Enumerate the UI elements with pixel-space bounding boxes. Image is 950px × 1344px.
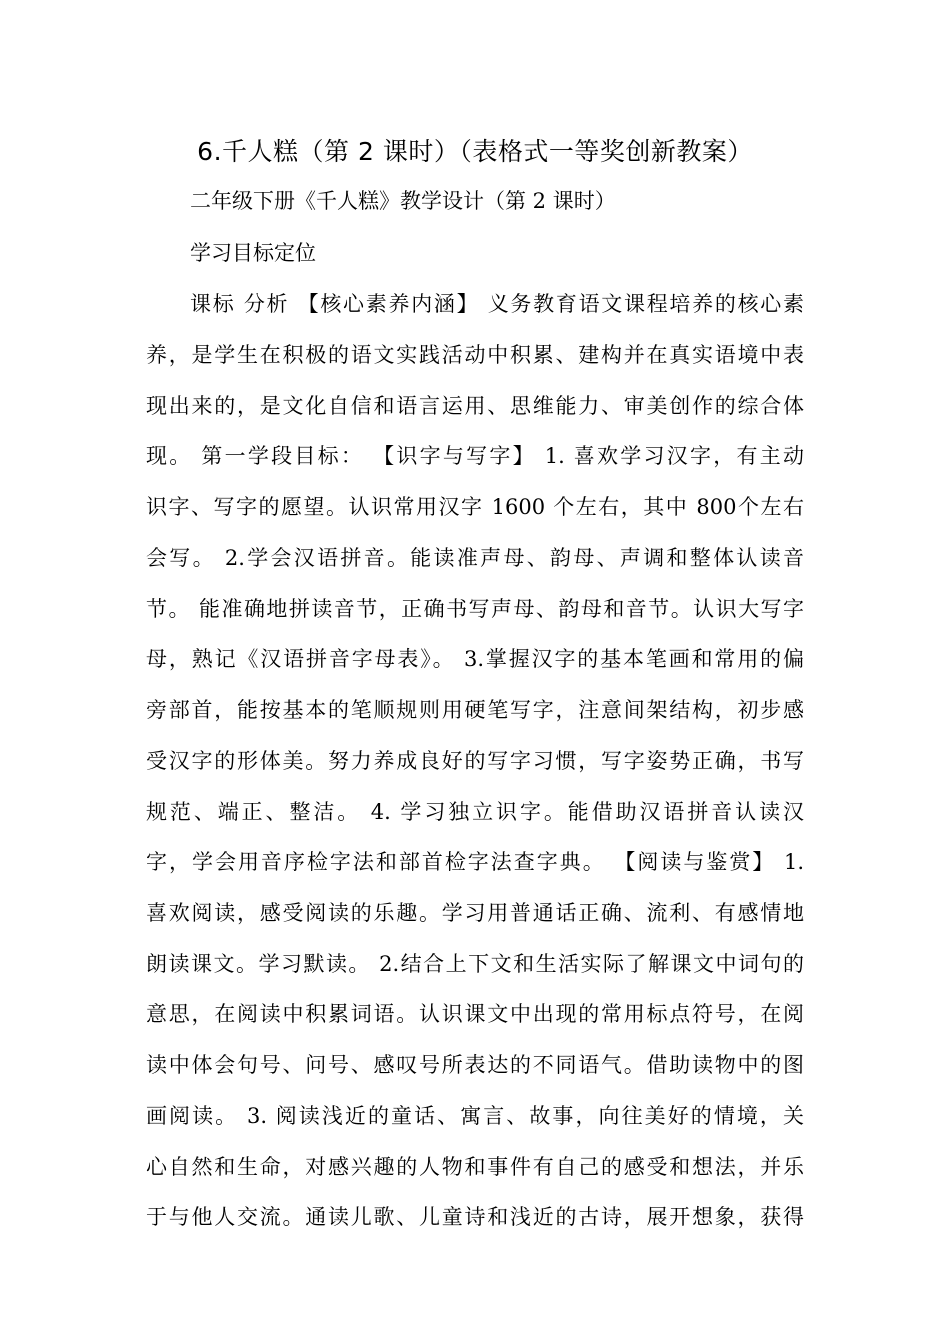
body-line: 心自然和生命，对感兴趣的人物和事件有自己的感受和想法，并乐 (146, 1155, 804, 1179)
body-line: 读中体会句号、问号、感叹号所表达的不同语气。借助读物中的图 (146, 1053, 804, 1077)
body-line: 课标 分析 【核心素养内涵】 义务教育语文课程培养的核心素 (190, 292, 804, 316)
body-line: 养，是学生在积极的语文实践活动中积累、建构并在真实语境中表 (146, 343, 804, 367)
body-line: 母，熟记《汉语拼音字母表》。 3.掌握汉字的基本笔画和常用的偏 (146, 647, 804, 671)
body-line: 旁部首，能按基本的笔顺规则用硬笔写字，注意间架结构，初步感 (146, 698, 804, 722)
document-subtitle: 二年级下册《千人糕》教学设计（第 2 课时） (190, 189, 616, 213)
body-line: 识字、写字的愿望。认识常用汉字 1600 个左右，其中 800个左右 (146, 495, 804, 519)
body-line: 受汉字的形体美。努力养成良好的写字习惯，写字姿势正确，书写 (146, 749, 804, 773)
body-line: 字，学会用音序检字法和部首检字法查字典。 【阅读与鉴赏】 1. (146, 850, 804, 874)
document-title: 6.千人糕（第 2 课时）（表格式一等奖创新教案） (197, 137, 753, 166)
body-line: 节。 能准确地拼读音节，正确书写声母、韵母和音节。认识大写字 (146, 597, 804, 621)
section-heading: 学习目标定位 (190, 241, 316, 265)
body-line: 现出来的，是文化自信和语言运用、思维能力、审美创作的综合体 (146, 394, 804, 418)
body-line: 意思，在阅读中积累词语。认识课文中出现的常用标点符号，在阅 (146, 1002, 804, 1026)
body-line: 规范、端正、整洁。 4. 学习独立识字。能借助汉语拼音认读汉 (146, 800, 804, 824)
body-line: 画阅读。 3. 阅读浅近的童话、寓言、故事，向往美好的情境，关 (146, 1104, 804, 1128)
body-line: 喜欢阅读，感受阅读的乐趣。学习用普通话正确、流利、有感情地 (146, 901, 804, 925)
body-line: 现。 第一学段目标： 【识字与写字】 1. 喜欢学习汉字，有主动 (146, 444, 804, 468)
body-line: 会写。 2.学会汉语拼音。能读准声母、韵母、声调和整体认读音 (146, 546, 804, 570)
body-line: 朗读课文。学习默读。 2.结合上下文和生活实际了解课文中词句的 (146, 952, 804, 976)
body-line: 于与他人交流。通读儿歌、儿童诗和浅近的古诗，展开想象，获得 (146, 1205, 804, 1229)
